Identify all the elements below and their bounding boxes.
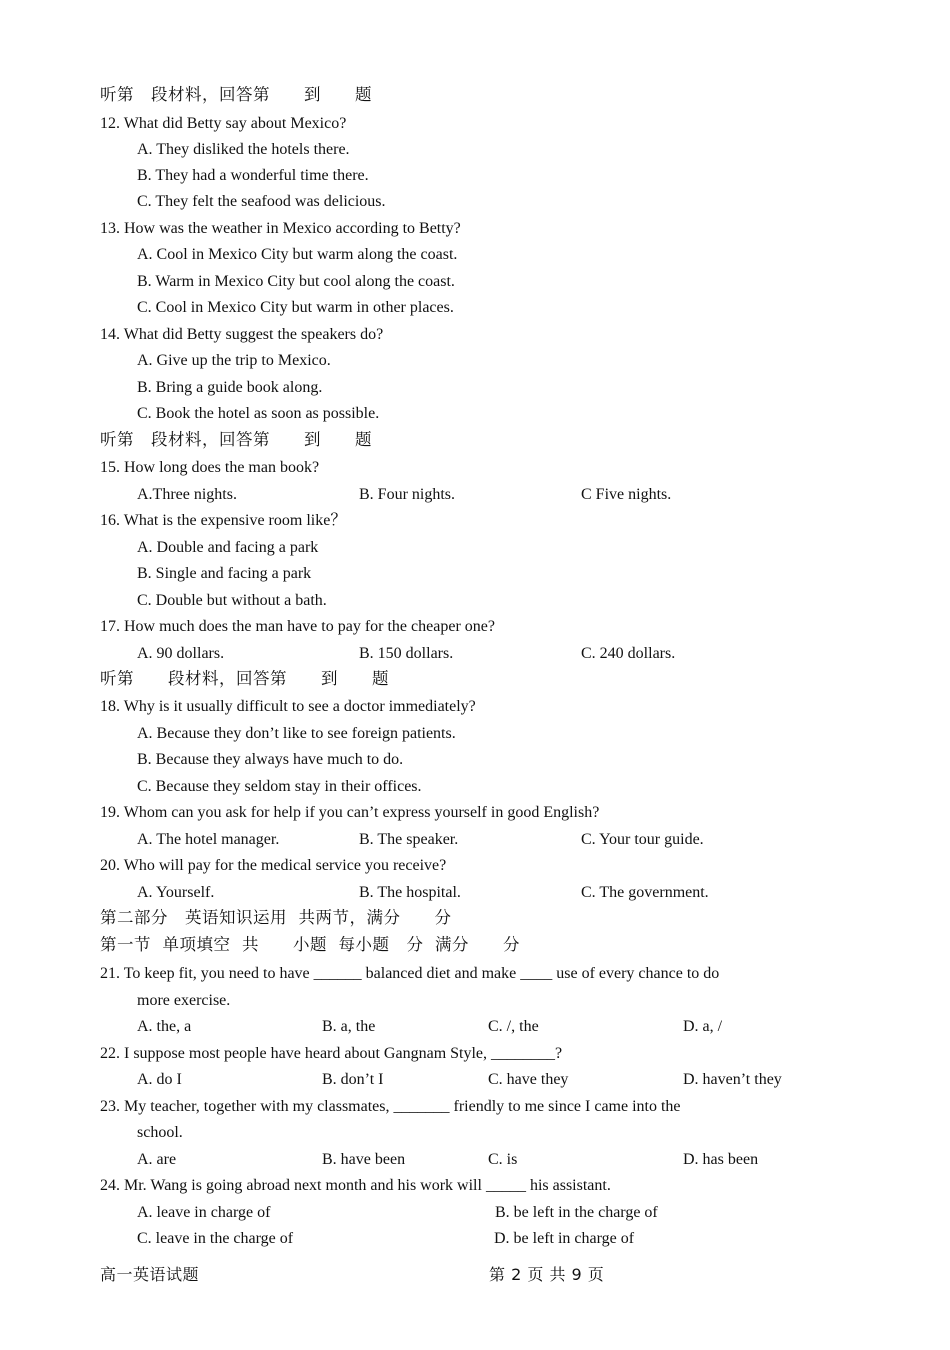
question-12-option-a: A. They disliked the hotels there. [137,141,350,158]
question-16-stem: 16. What is the expensive room like？ [100,512,347,529]
question-19-option-a: A. The hotel manager. [137,831,280,848]
question-12-stem: 12. What did Betty say about Mexico? [100,115,347,132]
question-24-stem: 24. Mr. Wang is going abroad next month and his work will _____ his assistant. [100,1177,611,1194]
question-22-option-c: C. have they [488,1071,569,1088]
question-15-option-a: A.Three nights. [137,486,237,503]
question-20-option-b: B. The hospital. [359,884,461,901]
footer-title: 高一英语试题 [100,1265,200,1284]
question-18-option-c: C. Because they seldom stay in their offices. [137,778,422,795]
question-22-option-b: B. don’t I [322,1071,384,1088]
question-14-stem: 14. What did Betty suggest the speakers do? [100,326,384,343]
question-17-option-a: A. 90 dollars. [137,645,225,662]
question-17-option-b: B. 150 dollars. [359,645,454,662]
question-13-option-a: A. Cool in Mexico City but warm along the coast. [137,246,458,263]
question-22-stem: 22. I suppose most people have heard about Gangnam Style, ________? [100,1045,563,1062]
question-24-option-b: B. be left in the charge of [495,1204,658,1221]
question-18-stem: 18. Why is it usually difficult to see a doctor immediately? [100,698,476,715]
question-21-stem-continued: more exercise. [137,992,231,1009]
question-24-option-c: C. leave in the charge of [137,1230,294,1247]
question-23-option-c: C. is [488,1151,518,1168]
question-13-option-b: B. Warm in Mexico City but cool along the coast. [137,273,455,290]
section-heading-1: 听第 段材料，回答第 到 题 [100,85,372,104]
question-13-option-c: C. Cool in Mexico City but warm in other places. [137,299,454,316]
question-23-stem-continued: school. [137,1124,183,1141]
question-20-option-a: A. Yourself. [137,884,215,901]
question-16-option-c: C. Double but without a bath. [137,592,327,609]
question-22-option-d: D. haven’t they [683,1071,782,1088]
question-23-option-d: D. has been [683,1151,759,1168]
section-heading-2: 听第 段材料，回答第 到 题 [100,430,372,449]
question-21-stem: 21. To keep fit, you need to have ______ balanced diet and make ____ use of every chance to do [100,965,720,982]
question-23-stem: 23. My teacher, together with my classmates, _______ friendly to me since I came into the [100,1098,681,1115]
question-23-option-b: B. have been [322,1151,406,1168]
footer-page-number: 第 2 页 共 9 页 [489,1265,605,1284]
question-24-option-a: A. leave in charge of [137,1204,271,1221]
question-15-option-b: B. Four nights. [359,486,456,503]
question-20-stem: 20. Who will pay for the medical service you receive? [100,857,447,874]
question-17-option-c: C. 240 dollars. [581,645,676,662]
part-two-heading: 第二部分 英语知识运用 共两节，满分 分 [100,908,452,927]
question-12-option-b: B. They had a wonderful time there. [137,167,369,184]
question-14-option-a: A. Give up the trip to Mexico. [137,352,331,369]
question-20-option-c: C. The government. [581,884,709,901]
question-18-option-b: B. Because they always have much to do. [137,751,404,768]
question-21-option-a: A. the, a [137,1018,192,1035]
question-17-stem: 17. How much does the man have to pay for the cheaper one? [100,618,495,635]
question-13-stem: 13. How was the weather in Mexico according to Betty? [100,220,461,237]
question-23-option-a: A. are [137,1151,177,1168]
question-19-option-b: B. The speaker. [359,831,459,848]
question-19-stem: 19. Whom can you ask for help if you can’t express yourself in good English? [100,804,600,821]
question-15-option-c: C Five nights. [581,486,672,503]
question-21-option-d: D. a, / [683,1018,723,1035]
question-21-option-c: C. /, the [488,1018,539,1035]
question-22-option-a: A. do I [137,1071,182,1088]
question-12-option-c: C. They felt the seafood was delicious. [137,193,386,210]
section-one-heading: 第一节 单项填空 共 小题 每小题 分 满分 分 [100,935,520,954]
question-19-option-c: C. Your tour guide. [581,831,704,848]
question-16-option-a: A. Double and facing a park [137,539,319,556]
question-24-option-d: D. be left in charge of [494,1230,635,1247]
question-14-option-c: C. Book the hotel as soon as possible. [137,405,380,422]
question-16-option-b: B. Single and facing a park [137,565,312,582]
question-14-option-b: B. Bring a guide book along. [137,379,323,396]
question-15-stem: 15. How long does the man book? [100,459,320,476]
question-21-option-b: B. a, the [322,1018,376,1035]
section-heading-3: 听第 段材料，回答第 到 题 [100,669,389,688]
question-18-option-a: A. Because they don’t like to see foreign patients. [137,725,456,742]
